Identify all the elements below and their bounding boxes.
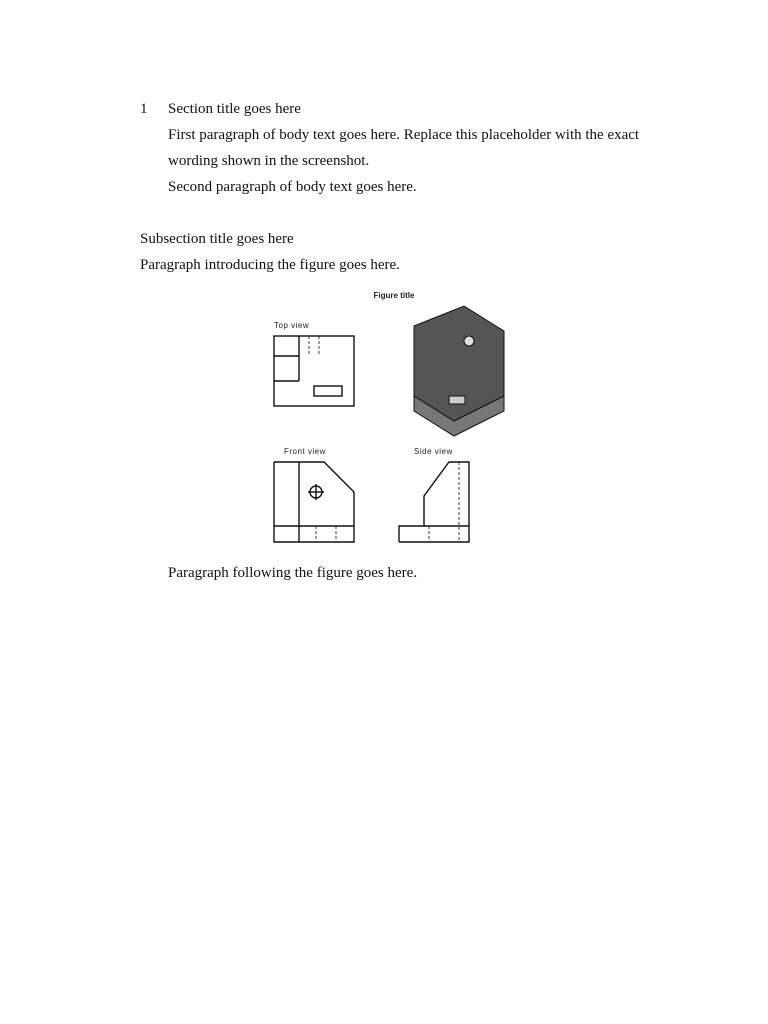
section-2-title: Subsection title goes here [140,231,294,247]
projection-figure [140,286,648,546]
section-2-paragraph-2: Paragraph following the figure goes here. [168,565,418,581]
section-2-paragraph-1: Paragraph introducing the figure goes here. [140,257,400,273]
section-2-heading [140,226,648,252]
section-1-heading [140,96,648,122]
section-2 [140,226,648,586]
side-view [399,462,469,542]
projection-diagram [264,286,524,546]
front-view-label: Front view [284,447,326,456]
section-1-title: Section title goes here [168,101,301,117]
figure-title: Figure title [373,291,415,300]
front-view [274,462,354,542]
section-1-paragraph-1: First paragraph of body text goes here. Replace this placeholder with the exact wording shown in the screenshot. [168,127,640,169]
isometric-view [414,306,504,436]
top-view [274,336,354,406]
top-view-label: Top view [274,321,310,330]
section-1-number: 1 [140,101,148,117]
section-1-paragraph-2: Second paragraph of body text goes here. [168,179,417,195]
section-1 [140,96,648,200]
side-view-label: Side view [414,447,453,456]
